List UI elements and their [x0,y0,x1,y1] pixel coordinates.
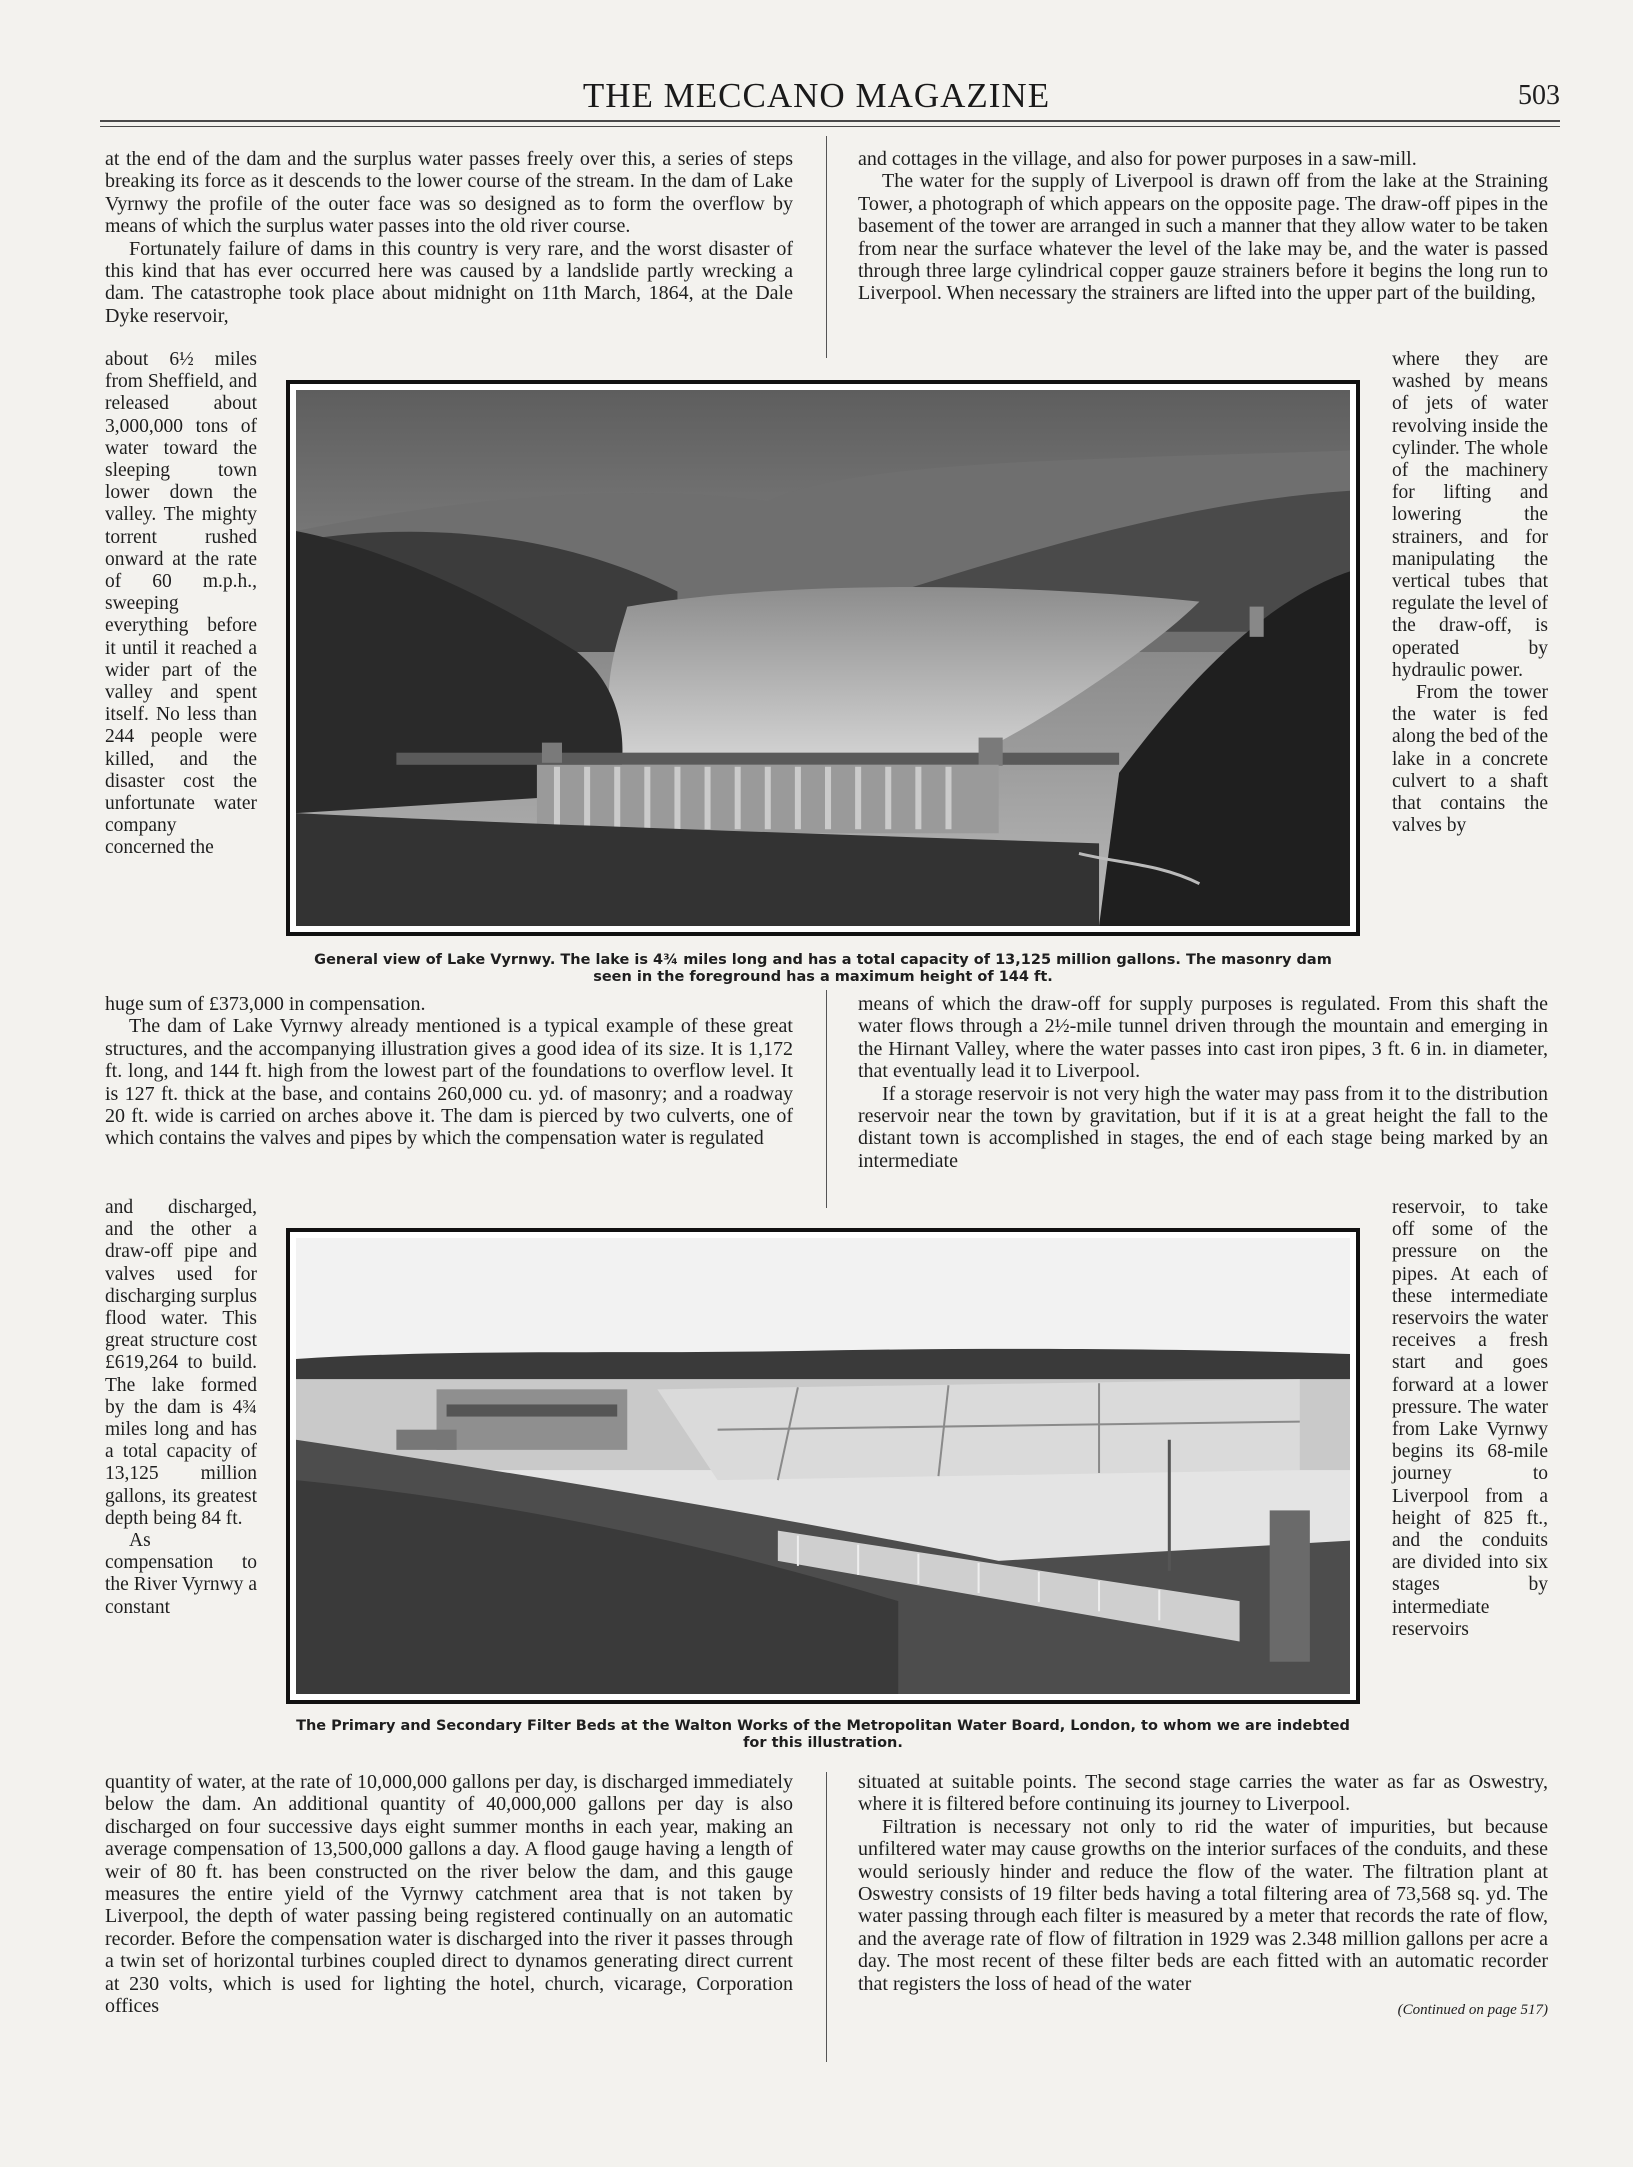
right-column-top [858,148,1548,305]
right-column-bottom [858,1771,1548,2021]
page-number: 503 [1518,80,1560,111]
paragraph: reservoir, to take off some of the pressure on the pipes. At each of these intermediate reservoirs the water receives a fresh start and goes forward at a lower pressure. The water from Lake Vyrnwy begins its 68-mile journey to Liverpool from a height of 825 ft., and the conduits are divided into six stages by intermediate reservoirs [1392,1197,1548,1640]
paragraph: Fortunately failure of dams in this country is very rare, and the worst disaster of this kind that has ever occurred here was caused by a landslide partly wrecking a dam. The catastrophe took place about midnight on 11th March, 1864, at the Dale Dyke reservoir, [105,237,793,327]
filter-beds-photo [286,1228,1360,1704]
paragraph: about 6½ miles from Sheffield, and released about 3,000,000 tons of water toward the sleeping town lower down the valley. The mighty torrent rushed onward at the rate of 60 m.p.h., sweeping everything before it until it reached a wider part of the valley and spent itself. No less than 244 people were killed, and the disaster cost the unfortunate water company concerned the [105,349,257,859]
left-column-narrow-1 [105,349,257,860]
paragraph: at the end of the dam and the surplus water passes freely over this, a series of steps breaking its force as it descends to the lower course of the stream. In the dam of Lake Vyrnwy the profile of the outer face was so designed as to form the overflow by means of which the surplus water passes into the old river course. [105,148,793,238]
header-rule [100,120,1560,122]
header-rule-thin [100,126,1560,127]
continued-note: (Continued on page 517) [1397,2002,1548,2019]
left-column-top [105,148,793,327]
column-divider [826,1772,827,2062]
caption-line: General view of Lake Vyrnwy. The lake is 4¾ miles long and has a total capacity of 13,125 million gallons. The masonry dam [314,952,1332,968]
caption-line: for this illustration. [743,1735,903,1751]
paragraph: huge sum of £373,000 in compensation. [105,993,426,1015]
lake-photo-caption [286,952,1360,986]
magazine-title: THE MECCANO MAGAZINE [582,76,1051,115]
paragraph: means of which the draw-off for supply purposes is regulated. From this shaft the water flows through a 2½-mile tunnel driven through the mountain and emerging in the Hirnant Valley, where the water passes into cast iron pipes, 3 ft. 6 in. in diameter, that eventually lead it to Liverpool. [858,993,1548,1083]
paragraph: From the tower the water is fed along the bed of the lake in a concrete culvert to a shaft that contains the valves by [1392,682,1548,837]
column-divider [826,136,827,358]
right-column-narrow-1 [1392,349,1548,837]
right-column-narrow-2 [1392,1197,1548,1641]
paragraph: Filtration is necessary not only to rid the water of impurities, but because unfiltered water may cause growths on the interior surfaces of the conduits, and these would seriously hinder and reduce the flow of the water. The filtration plant at Oswestry consists of 19 filter beds having a total filtering area of 73,568 sq. yd. The water passing through each filter is measured by a meter that records the rate of flow, and the average rate of flow of filtration in 1929 was 2.348 million gallons per acre a day. The most recent of these filter beds are each fitted with an automatic recorder that registers the loss of head of the water [858,1815,1548,1995]
lake-vyrnwy-photo [286,380,1360,936]
paragraph: and discharged, and the other a draw-off pipe and valves used for discharging surplus flood water. This great structure cost £619,264 to build. The lake formed by the dam is 4¾ miles long and has a total capacity of 13,125 million gallons, its greatest depth being 84 ft. [105,1197,257,1529]
paragraph: The water for the supply of Liverpool is drawn off from the lake at the Straining Tower, a photograph of which appears on the opposite page. The draw-off pipes in the basement of the tower are arranged in such a manner that they allow water to be taken from near the surface whatever the level of the lake may be, and the water is passed through three large cylindrical copper gauze strainers before it begins the long run to Liverpool. When necessary the strainers are lifted into the upper part of the building, [858,170,1548,305]
paragraph: quantity of water, at the rate of 10,000,000 gallons per day, is discharged immediately below the dam. An additional quantity of 40,000,000 gallons per day is also discharged on four successive days eight summer months in each year, making an average compensation of 13,500,000 gallons a day. A flood gauge having a length of weir of 80 ft. has been constructed on the river below the dam, and this gauge measures the entire yield of the Vyrnwy catchment area that is not taken by Liverpool, the depth of water passing being registered continually on an automatic recorder. Before the compensation water is discharged into the river it passes through a twin set of horizontal turbines coupled direct to dynamos generating direct current at 230 volts, which is used for lighting the hotel, church, vicarage, Corporation offices [105,1771,793,2018]
left-column-narrow-2 [105,1197,257,1619]
column-divider [826,990,827,1208]
caption-line: seen in the foreground has a maximum height of 144 ft. [593,969,1053,985]
paragraph: where they are washed by means of jets of water revolving inside the cylinder. The whole of the machinery for lifting and lowering the strainers, and for manipulating the vertical tubes that regulate the level of the draw-off, is operated by hydraulic power. [1392,349,1548,681]
right-column-middle [858,993,1548,1172]
filter-photo-caption [286,1718,1360,1752]
paragraph: As compensation to the River Vyrnwy a constant [105,1530,257,1618]
paragraph: situated at suitable points. The second stage carries the water as far as Oswestry, where it is filtered before continuing its journey to Liverpool. [858,1771,1548,1816]
caption-line: The Primary and Secondary Filter Beds at the Walton Works of the Metropolitan Water Board, London, to whom we are indebted [296,1718,1350,1734]
paragraph: If a storage reservoir is not very high the water may pass from it to the distribution reservoir near the town by gravitation, but if it is at a great height the fall to the distant town is accomplished in stages, the end of each stage being marked by an intermediate [858,1082,1548,1172]
paragraph: and cottages in the village, and also for power purposes in a saw-mill. [858,148,1417,170]
left-column-bottom [105,1771,793,2017]
lake-vyrnwy-image [296,390,1350,926]
filter-beds-image [296,1238,1350,1694]
left-column-middle [105,993,793,1150]
paragraph: The dam of Lake Vyrnwy already mentioned is a typical example of these great structures, and the accompanying illustration gives a good idea of its size. It is 1,172 ft. long, and 144 ft. high from the lowest part of the foundations to overflow level. It is 127 ft. thick at the base, and contains 260,000 cu. yd. of masonry; and a roadway 20 ft. wide is carried on arches above it. The dam is pierced by two culverts, one of which contains the valves and pipes by which the compensation water is regulated [105,1015,793,1150]
